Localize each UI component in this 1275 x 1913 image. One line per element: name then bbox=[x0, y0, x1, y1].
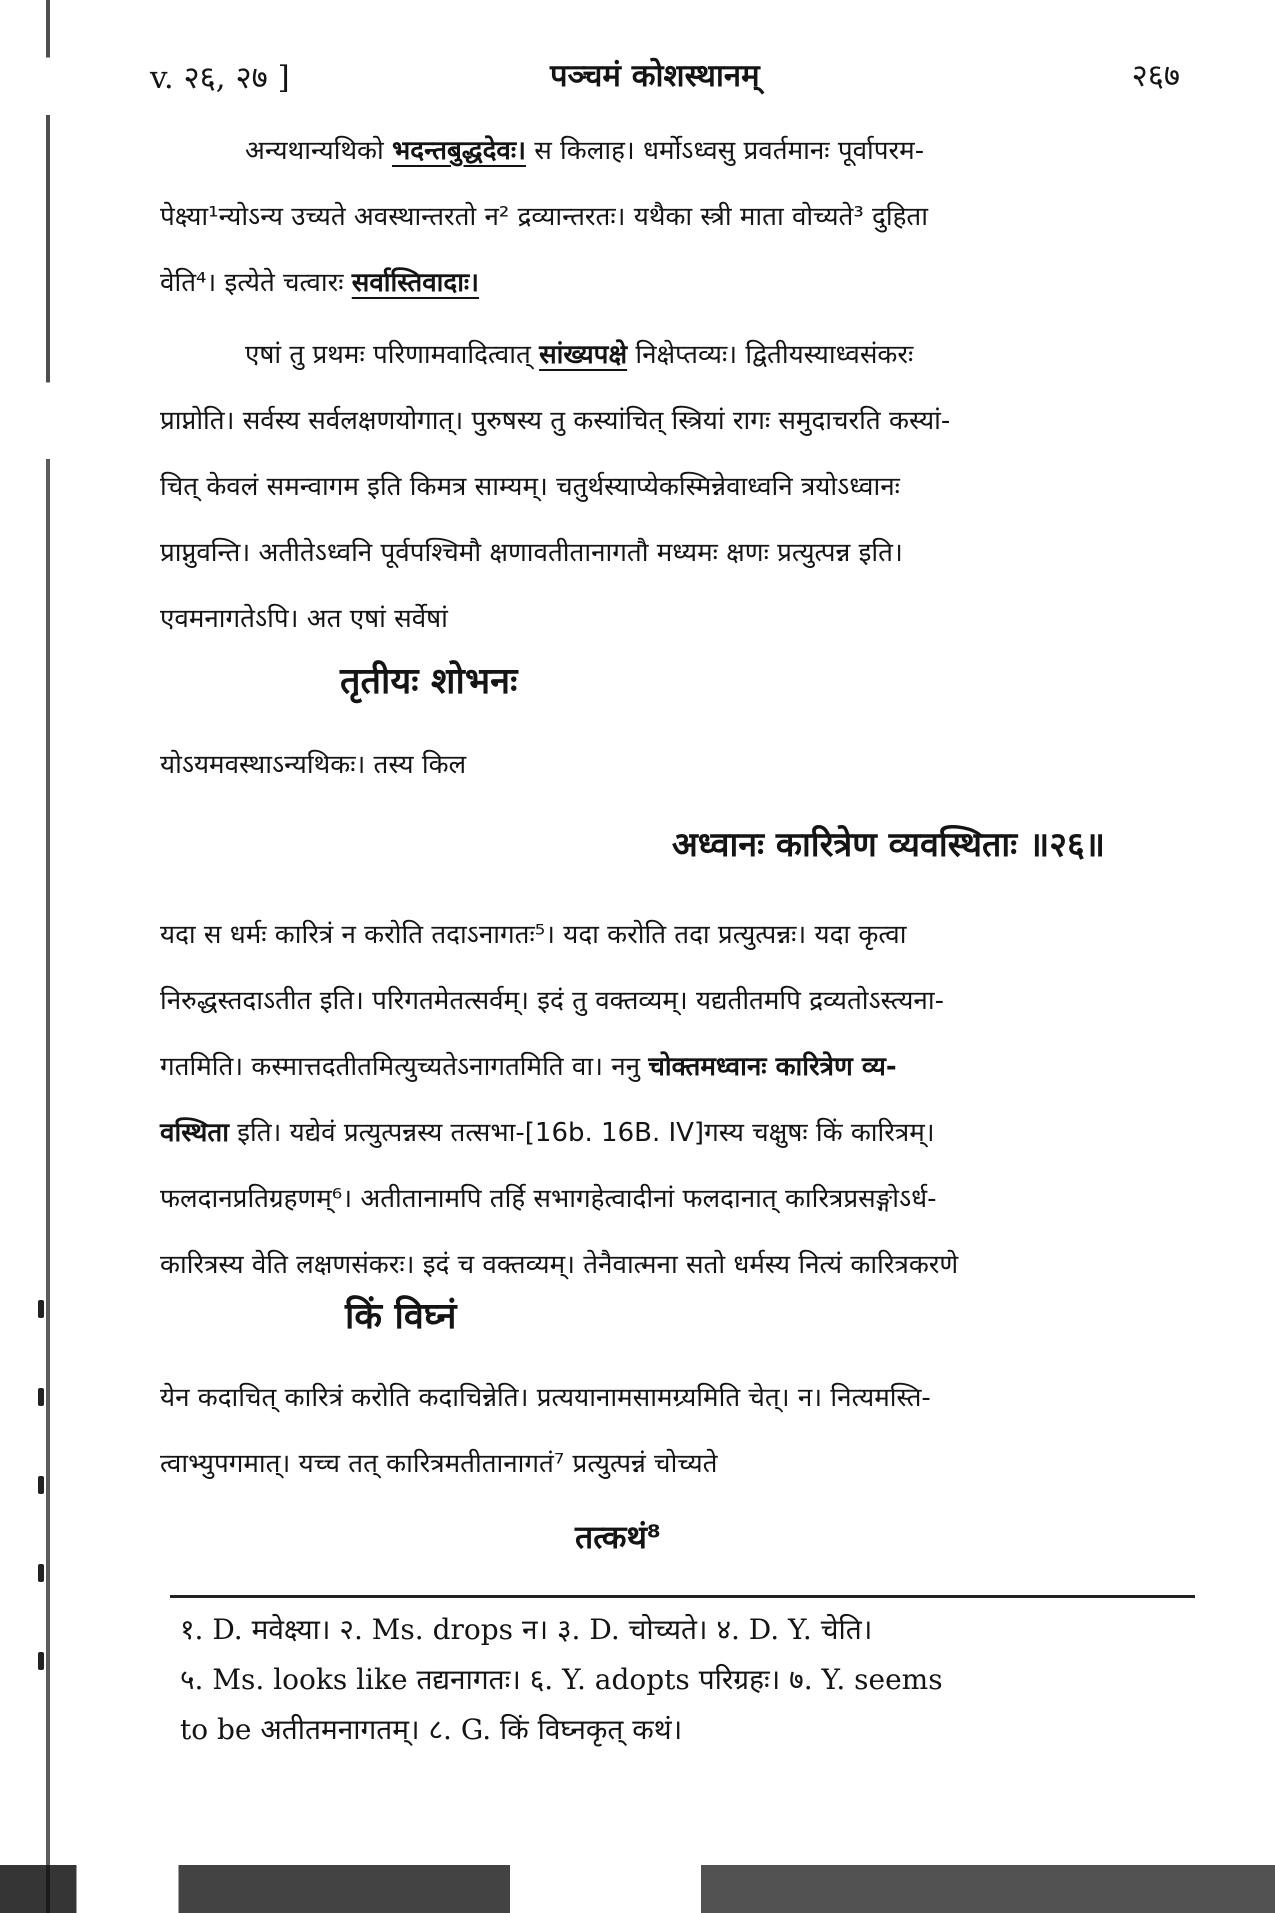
text-line: येन कदाचित् कारित्रं करोति कदाचिन्नेति। प्रत्ययानामसामग्र्यमिति चेत्। न। नित्यमस्ति- bbox=[160, 1383, 931, 1413]
verse-reference: v. २६, २७ ] bbox=[150, 60, 290, 96]
karika-verse: अध्वानः कारित्रेण व्यवस्थिताः ॥२६॥ bbox=[671, 825, 1105, 865]
text-line: चित् केवलं समन्वागम इति किमत्र साम्यम्। चतुर्थस्याप्येकस्मिन्नेवाध्वनि त्रयोऽध्वानः bbox=[160, 472, 900, 502]
underlined-term: सर्वास्तिवादाः। bbox=[351, 268, 480, 298]
running-header bbox=[150, 48, 1180, 108]
footnotes bbox=[180, 1605, 1190, 1755]
text-line bbox=[160, 322, 1180, 388]
underlined-term: सांख्यपक्षे bbox=[539, 340, 628, 370]
text-line bbox=[160, 1100, 1180, 1166]
text-line bbox=[160, 250, 1180, 316]
text-line: फलदानप्रतिग्रहणम्⁶। अतीतानामपि तर्हि सभागहेत्वादीनां फलदानात् कारित्रप्रसङ्गोऽर्ध- bbox=[160, 1184, 937, 1214]
page-title: पञ्चमं कोशस्थानम् bbox=[550, 58, 760, 94]
scan-bottom-edge bbox=[0, 1865, 1275, 1913]
footnote-line: १. D. मवेक्ष्या। २. Ms. drops न। ३. D. चोच्यते। ४. D. Y. चेति। bbox=[180, 1613, 873, 1646]
text-line: प्राप्नुवन्ति। अतीतेऽध्वनि पूर्वपश्चिमौ क्षणावतीतानागतौ मध्यमः क्षणः प्रत्युत्पन्न इति। bbox=[160, 538, 903, 568]
footnote-rule bbox=[170, 1595, 1195, 1598]
paragraph-4 bbox=[160, 902, 1180, 1298]
text-line: पेक्ष्या¹न्योऽन्य उच्यते अवस्थान्तरतो न² द्रव्यान्तरतः। यथैका स्त्री माता वोच्यते³ दुहिता bbox=[160, 202, 928, 232]
paragraph-3 bbox=[160, 732, 1180, 798]
text-span: इति। यद्येवं प्रत्युत्पन्नस्य तत्सभा-[16b. 16B. IV]गस्य चक्षुषः किं कारित्रम्। bbox=[228, 1118, 935, 1148]
bold-term: वस्थिता bbox=[160, 1118, 229, 1148]
footnote-line: ५. Ms. looks like तद्यनागतः। ६. Y. adopts परिग्रहः। ७. Y. seems bbox=[180, 1663, 943, 1696]
text-line: निरुद्धस्तदाऽतीत इति। परिगतमेतत्सर्वम्। इदं तु वक्तव्यम्। यद्यतीतमपि द्रव्यतोऽस्त्यना- bbox=[160, 986, 944, 1016]
underlined-term: भदन्तबुद्धदेवः। bbox=[392, 136, 526, 166]
section-heading: तत्कथं⁸ bbox=[575, 1518, 661, 1556]
text-span: स किलाह। धर्मोऽध्वसु प्रवर्तमानः पूर्वापरम- bbox=[525, 136, 925, 166]
paragraph-1 bbox=[160, 118, 1180, 316]
section-heading: किं विघ्नं bbox=[345, 1296, 457, 1337]
text-line: यदा स धर्मः कारित्रं न करोति तदाऽनागतः⁵। यदा करोति तदा प्रत्युत्पन्नः। यदा कृत्वा bbox=[160, 920, 907, 950]
paragraph-5 bbox=[160, 1365, 1180, 1497]
paragraph-2 bbox=[160, 322, 1180, 652]
text-span: गतमिति। कस्मात्तदतीतमित्युच्यतेऽनागतमिति वा। ननु bbox=[160, 1052, 649, 1082]
text-span: निक्षेप्तव्यः। द्वितीयस्याध्वसंकरः bbox=[627, 340, 914, 370]
text-span: अन्यथान्यथिको bbox=[245, 136, 393, 166]
text-span: वेति⁴। इत्येते चत्वारः bbox=[160, 268, 352, 298]
text-line: त्वाभ्युपगमात्। यच्च तत् कारित्रमतीतानागतं⁷ प्रत्युत्पन्नं चोच्यते bbox=[160, 1449, 718, 1479]
edge-marks bbox=[38, 1300, 52, 1800]
text-line: प्राप्नोति। सर्वस्य सर्वलक्षणयोगात्। पुरुषस्य तु कस्यांचित् स्त्रियां रागः समुदाचरति कस्यां- bbox=[160, 406, 951, 436]
bold-term: चोक्तमध्वानः कारित्रेण व्य- bbox=[648, 1052, 897, 1082]
footnote-line: to be अतीतमनागतम्। ८. G. किं विघ्नकृत् कथं। bbox=[180, 1713, 683, 1746]
text-span: एषां तु प्रथमः परिणामवादित्वात् bbox=[245, 340, 540, 370]
text-line bbox=[160, 118, 1180, 184]
section-heading: तृतीयः शोभनः bbox=[340, 661, 518, 702]
text-line: एवमनागतेऽपि। अत एषां सर्वेषां bbox=[160, 604, 448, 634]
text-line: योऽयमवस्थाऽन्यथिकः। तस्य किल bbox=[160, 750, 467, 780]
text-line bbox=[160, 1034, 1180, 1100]
text-line: कारित्रस्य वेति लक्षणसंकरः। इदं च वक्तव्यम्। तेनैवात्मना सतो धर्मस्य नित्यं कारित्रकरणे bbox=[160, 1250, 959, 1280]
page-number: २६७ bbox=[1131, 58, 1180, 94]
